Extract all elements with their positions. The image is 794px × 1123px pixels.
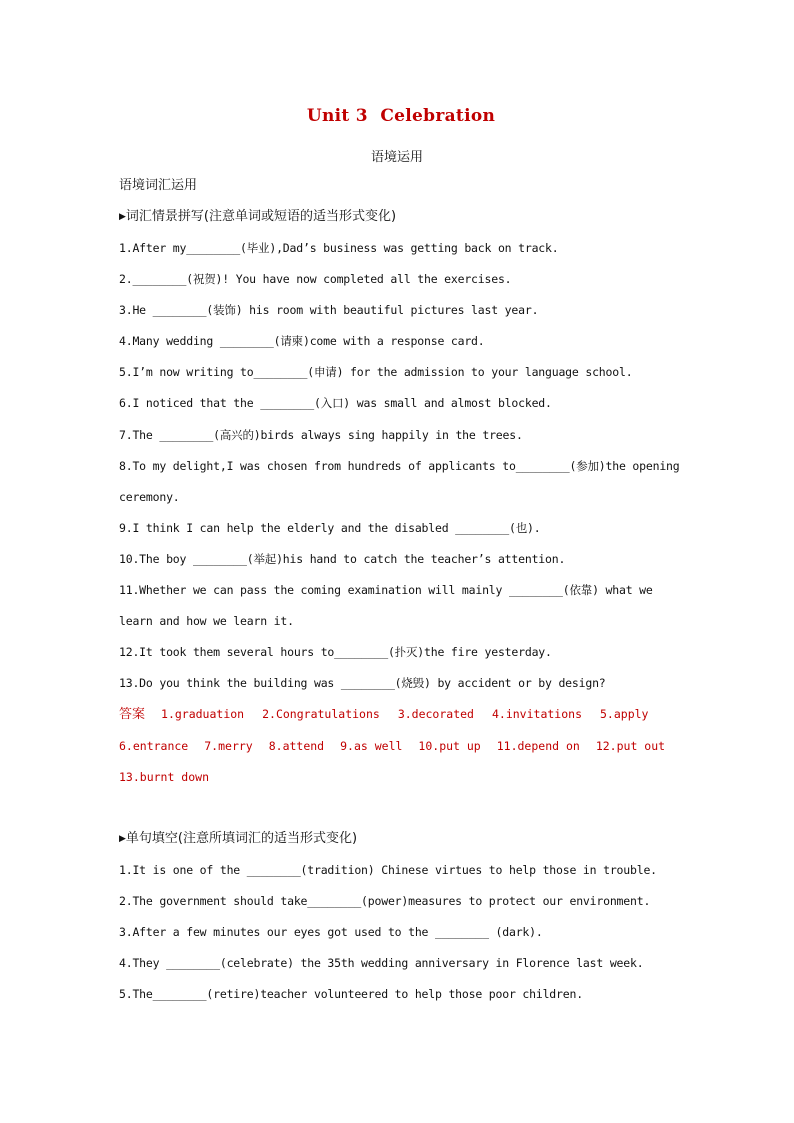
part1-heading-text: 词汇情景拼写(注意单词或短语的适当形式变化) [125, 209, 397, 224]
answer-row-1 [119, 702, 719, 733]
answer-item: 7.merry [204, 738, 253, 753]
triangle-marker-icon: ▶ [119, 212, 126, 222]
exercise-line: 4.Many wedding ________(请柬)come with a response card. [119, 334, 485, 349]
exercise-line: 12.It took them several hours to________(扑灭)the fire yesterday. [119, 645, 552, 660]
answer-row-2 [119, 734, 719, 765]
exercise-line: 2.________(祝贺)! You have now completed all the exercises. [119, 272, 512, 287]
answer-item: 11.depend on [496, 738, 580, 753]
section-heading: 语境词汇运用 [119, 178, 198, 193]
answer-item: 3.decorated [397, 707, 474, 722]
answer-item: 4.invitations [491, 707, 582, 722]
part2-heading-text: 单句填空(注意所填词汇的适当形式变化) [125, 830, 358, 846]
exercise-line: 6.I noticed that the ________(入口) was small and almost blocked. [119, 396, 552, 411]
answer-item: 13.burnt down [119, 769, 210, 784]
part1-heading [119, 205, 719, 236]
part2-heading [119, 827, 719, 858]
answer-item: 2.Congratulations [262, 707, 380, 722]
document-body [119, 174, 719, 1013]
triangle-marker-icon: ▶ [119, 833, 126, 844]
answer-row-3 [119, 765, 719, 796]
exercise-line-continuation: ceremony. [119, 489, 180, 504]
exercise-line: 1.It is one of the ________(tradition) Chinese virtues to help those in trouble. [119, 862, 657, 877]
page-title: Unit 3 Celebration [306, 106, 496, 126]
exercise-line: 7.The ________(高兴的)birds always sing happily in the trees. [119, 427, 523, 442]
answer-item: 8.attend [268, 738, 325, 753]
spacer [119, 796, 719, 827]
exercise-line: 2.The government should take________(power)measures to protect our environment. [119, 893, 651, 908]
exercise-line: 9.I think I can help the elderly and the disabled ________(也). [119, 520, 541, 535]
answer-item: 6.entrance [119, 738, 189, 753]
answer-label: 答案 [119, 707, 146, 723]
exercise-line: 8.To my delight,I was chosen from hundreds of applicants to________(参加)the opening [119, 458, 680, 473]
exercise-line: 13.Do you think the building was ________(烧毁) by accident or by design? [119, 676, 606, 691]
exercise-line: 3.After a few minutes our eyes got used to the ________ (dark). [119, 924, 543, 939]
answer-item: 9.as well [340, 738, 403, 753]
exercise-line: 11.Whether we can pass the coming examination will mainly ________(依靠) what we [119, 583, 653, 598]
answer-item: 12.put out [595, 738, 666, 753]
page-subtitle: 语境运用 [370, 150, 423, 165]
exercise-line: 3.He ________(装饰) his room with beautiful pictures last year. [119, 303, 539, 318]
exercise-line: 10.The boy ________(举起)his hand to catch the teacher’s attention. [119, 551, 566, 566]
exercise-line: 4.They ________(celebrate) the 35th wedding anniversary in Florence last week. [119, 955, 644, 970]
exercise-line-continuation: learn and how we learn it. [119, 614, 294, 629]
answer-item: 1.graduation [161, 707, 245, 722]
answer-item: 10.put up [418, 738, 481, 753]
answer-item: 5.apply [600, 707, 649, 722]
exercise-line: 5.The________(retire)teacher volunteered to help those poor children. [119, 987, 583, 1002]
exercise-line: 5.I’m now writing to________(申请) for the admission to your language school. [119, 365, 633, 380]
exercise-line: 1.After my________(毕业),Dad’s business was getting back on track. [119, 241, 559, 255]
